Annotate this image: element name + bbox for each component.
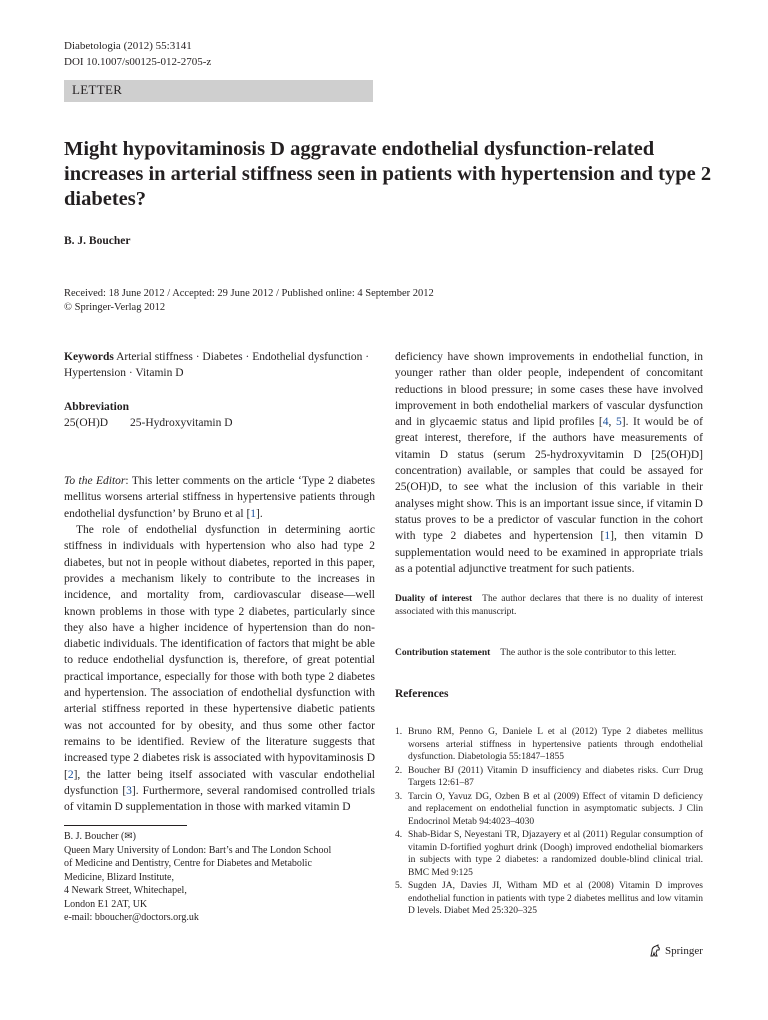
reference-item	[395, 791, 703, 829]
author-affiliation	[64, 830, 375, 925]
body-text: ]. It would be of great interest, therefore, if the authors have measurements of vitamin D status (serum 25-hydroxyvitamin D [25(OH)D] concentration) available, or samples that could be assayed for 25(OH)D, to see what the inclusion of this variable in their analyses might show. This is an important issue since, if vitamin D status proves to be a predictor of vascular function in the cohort with type 2 diabetes and hypertension [	[395, 416, 703, 543]
abbreviation-row	[64, 415, 375, 431]
journal-citation: Diabetologia (2012) 55:3141	[64, 40, 192, 52]
reference-number: 5.	[395, 881, 403, 892]
body-text: ], the latter being itself associated with vascular endothelial dysfunction [	[64, 768, 375, 797]
doi[interactable]: DOI 10.1007/s00125-012-2705-z	[64, 56, 212, 68]
body-text: The role of endothelial dysfunction in determining aortic stiffness in individuals with hypertension who also had type 2 diabetes, but not in people without diabetes, reported in this paper, provides a mechanism likely to contribute to the increases in incidence, and mortality from, cardiovascular disease—well known problems in those with type 2 diabetes, particularly since they also have a higher incidence of hypertension than do non-diabetic individuals. The identification of factors that might be able to reduce endothelial dysfunction is, therefore, of great potential practical importance, especially for those with both type 2 diabetes and hypertension. The association of endothelial dysfunction with arterial stiffness reported in these hypertensive diabetic patients was not accounted for by obesity, and thus some other factor remains to be identified. Review of the literature suggests that increased type 2 diabetes risk is associated with hypovitaminosis D [	[64, 524, 375, 781]
citation-link-4[interactable]: 4	[602, 416, 609, 429]
contribution-text: The author is the sole contributor to this letter.	[500, 648, 677, 659]
reference-item	[395, 726, 703, 764]
affiliation-line: Queen Mary University of London: Bart’s and The London School	[64, 844, 332, 856]
affiliation-line: of Medicine and Dentistry, Centre for Diabetes and Metabolic	[64, 858, 312, 869]
springer-horse-icon	[648, 944, 662, 958]
reference-number: 4.	[395, 830, 403, 841]
abbreviation-value: 25-Hydroxyvitamin D	[130, 416, 233, 429]
citation-link-3[interactable]: 3	[126, 784, 132, 797]
reference-number: 1.	[395, 727, 403, 738]
reference-number: 3.	[395, 791, 403, 802]
footnote-rule	[64, 825, 187, 826]
duality-text: The author declares that there is no duality of interest associated with this manuscript.	[395, 594, 703, 618]
citation-separator: ,	[608, 416, 616, 429]
abbreviation-key: 25(OH)D	[64, 416, 109, 429]
section-label: LETTER	[72, 82, 123, 97]
reference-number: 2.	[395, 765, 403, 776]
reference-text: Boucher BJ (2011) Vitamin D insufficiency and diabetes risks. Curr Drug Targets 12:61–87	[408, 765, 703, 789]
duality-label: Duality of interest	[395, 594, 473, 605]
body-text: : This letter comments on the article ‘Type 2 diabetes mellitus worsens arterial stiffness in hypertensive patients through endothelial dysfunction’ by Bruno et al [	[64, 475, 376, 520]
contribution-statement	[395, 647, 703, 660]
references-list	[395, 726, 703, 918]
copyright-notice: © Springer-Verlag 2012	[64, 302, 166, 313]
reference-item	[395, 880, 703, 918]
publication-dates: Received: 18 June 2012 / Accepted: 29 June 2012 / Published online: 4 September 2012	[64, 288, 434, 299]
author-name: B. J. Boucher	[64, 235, 131, 247]
keywords-label: Keywords	[64, 351, 114, 363]
abbreviation-label: Abbreviation	[64, 400, 129, 413]
duality-of-interest	[395, 593, 703, 619]
salutation: To the Editor	[64, 475, 126, 488]
body-paragraph-2	[64, 522, 375, 828]
reference-text: Sugden JA, Davies JI, Witham MD et al (2008) Vitamin D improves endothelial function in patients with type 2 diabetes mellitus and low vitamin D levels. Diabet Med 25:320–325	[408, 881, 703, 917]
contribution-label: Contribution statement	[395, 648, 491, 659]
body-text: ], then vitamin D supplementation would need to be examined in appropriate trials as a potential adjunctive treatment for such patients.	[395, 530, 703, 575]
affiliation-line: London E1 2AT, UK	[64, 898, 148, 910]
publisher-name: Springer	[665, 945, 703, 957]
citation-link-2[interactable]: 2	[67, 768, 74, 781]
reference-item	[395, 829, 703, 879]
affiliation-email[interactable]: e-mail: bboucher@doctors.org.uk	[64, 912, 199, 923]
reference-item	[395, 765, 703, 790]
reference-text: Shab-Bidar S, Neyestani TR, Djazayery et al (2011) Regular consumption of vitamin D-fortified yoghurt drink (Doogh) improved endothelial biomarkers in subjects with type 2 diabetes: a randomized double-blind clinical trial. BMC Med 9:125	[408, 830, 703, 878]
body-paragraph-2-continuation	[395, 349, 703, 577]
left-column	[64, 349, 375, 828]
article-title: Might hypovitaminosis D aggravate endothelial dysfunction-related increases in arterial stiffness seen in patients with hypertension and type 2 diabetes?	[64, 138, 712, 210]
keywords	[64, 349, 375, 382]
body-text: deficiency have shown improvements in endothelial function, in younger rather than older people, independent of concomitant reductions in blood pressure; in some cases these have involved improvement in both endothelial markers of vascular dysfunction and in glycaemic status and lipid profiles [	[395, 351, 703, 429]
citation-link-5[interactable]: 5	[615, 416, 622, 429]
body-paragraph-1	[64, 473, 375, 522]
citation-link-1[interactable]: 1	[250, 507, 257, 520]
affiliation-line: Medicine, Blizard Institute,	[64, 871, 174, 883]
body-text: ]. Furthermore, several randomised controlled trials of vitamin D supplementation in those with marked vitamin D	[64, 784, 375, 814]
springer-logo	[648, 944, 703, 958]
citation-link-1b[interactable]: 1	[604, 530, 611, 543]
references-heading: References	[395, 688, 449, 701]
affiliation-name: B. J. Boucher (✉)	[64, 831, 136, 842]
section-label-bar	[64, 80, 373, 102]
body-text: ].	[256, 507, 263, 520]
keywords-text: Arterial stiffness · Diabetes · Endothelial dysfunction · Hypertension · Vitamin D	[64, 351, 370, 380]
right-column	[395, 349, 703, 919]
reference-text: Bruno RM, Penno G, Daniele L et al (2012) Type 2 diabetes mellitus worsens arterial stiffness in hypertensive patients through endothelial dysfunction. Diabetologia 55:1847–1855	[408, 727, 703, 763]
affiliation-line: 4 Newark Street, Whitechapel,	[64, 885, 187, 896]
reference-text: Tarcin O, Yavuz DG, Ozben B et al (2009) Effect of vitamin D deficiency and replacement on endothelial function in asymptomatic subjects. J Clin Endocrinol Metab 94:4023–4030	[408, 791, 703, 827]
